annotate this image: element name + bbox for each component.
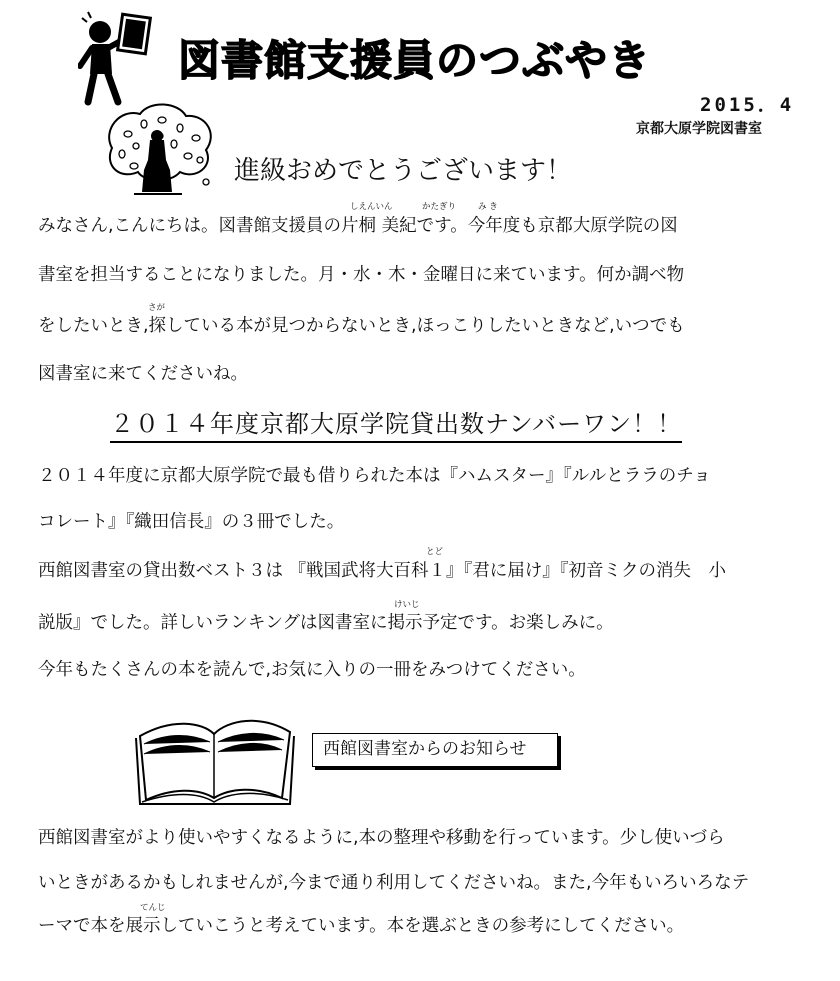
- ruby-tenji: てんじ: [140, 903, 166, 913]
- ruby-miki: み き: [478, 202, 498, 212]
- notice-label-box: 西館図書室からのお知らせ: [312, 733, 558, 767]
- ranking-line-1: ２０１４年度に京都大原学院で最も借りられた本は『ハムスター』『ルルとララのチョ: [38, 466, 711, 486]
- ruby-shienin: しえんいん: [350, 202, 393, 212]
- issue-date: 2015．4: [700, 94, 795, 116]
- ruby-saga: さが: [148, 303, 166, 313]
- open-book-illustration: [132, 708, 297, 808]
- ranking-line-4: 説版』でした。詳しいランキングは図書室に掲示予定です。お楽しみに。: [38, 613, 614, 633]
- notice-line-3: ーマで本を展示していこうと考えています。本を選ぶときの参考にしてください。: [38, 916, 685, 936]
- ranking-heading: ２０１４年度京都大原学院貸出数ナンバーワン！！: [110, 404, 682, 443]
- greeting-line-1: みなさん,こんにちは。図書館支援員の片桐 美紀です。今年度も京都大原学院の図: [38, 216, 678, 236]
- ranking-line-3: 西館図書室の貸出数ベスト３は 『戦国武将大百科１』『君に届け』『初音ミクの消失 小: [38, 561, 727, 581]
- greeting-line-4: 図書室に来てくださいね。: [38, 364, 248, 384]
- notice-line-2: いときがあるかもしれませんが,今まで通り利用してくださいね。また,今年もいろいろなテ: [38, 873, 750, 893]
- newsletter-title: 図書館支援員のつぶやき: [178, 36, 652, 85]
- greeting-line-2: 書室を担当することになりました。月・水・木・金曜日に来ています。何か調べ物: [38, 265, 685, 285]
- tree-illustration: [100, 100, 220, 200]
- greeting-heading: 進級おめでとうございます！: [234, 156, 573, 186]
- ranking-line-5: 今年もたくさんの本を読んで,お気に入りの一冊をみつけてください。: [38, 660, 586, 680]
- reader-with-book-illustration: [78, 8, 168, 108]
- greeting-line-3: をしたいとき,探している本が見つからないとき,ほっこりしたいときなど,いつでも: [38, 316, 685, 336]
- notice-line-1: 西館図書室がより使いやすくなるように,本の整理や移動を行っています。少し使いづら: [38, 828, 725, 848]
- ruby-todo: とど: [426, 547, 444, 557]
- ruby-keiji: けいじ: [394, 600, 420, 610]
- library-name: 京都大原学院図書室: [636, 121, 762, 137]
- ruby-katagiri: かたぎり: [422, 202, 457, 212]
- ranking-line-2: コレート』『織田信長』の３冊でした。: [38, 512, 345, 532]
